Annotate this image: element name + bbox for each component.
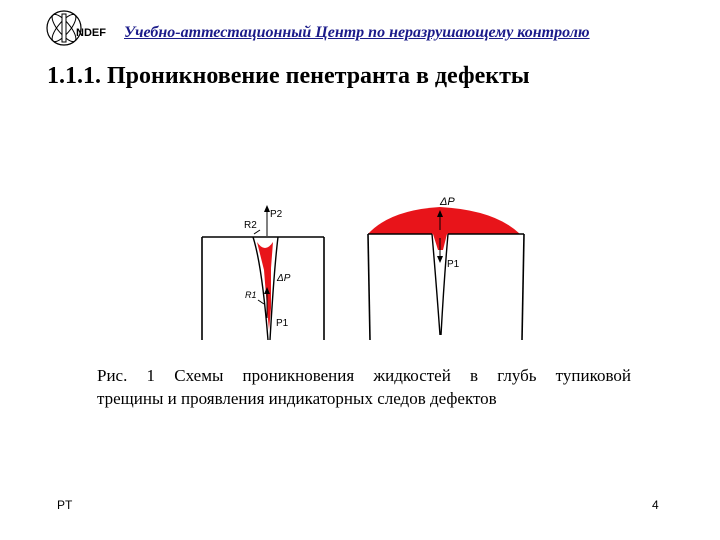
- left-penetrant: [257, 242, 273, 330]
- penetration-diagram: [190, 190, 540, 350]
- footer-label: PT: [57, 498, 73, 512]
- label-p1-right: P1: [447, 259, 460, 270]
- caption-line-1: Рис. 1 Схемы проникновения жидкостей в глубь тупиковой: [97, 366, 631, 385]
- label-r1: R1: [245, 290, 257, 300]
- ndef-logo: [42, 8, 114, 48]
- figure-caption: [97, 364, 631, 410]
- label-p1-left: P1: [276, 318, 289, 329]
- label-p2: P2: [270, 209, 283, 220]
- slide-title: 1.1.1. Проникновение пенетранта в дефекты: [47, 63, 530, 89]
- org-name: Учебно-аттестационный Центр по неразрушающему контролю: [124, 24, 590, 41]
- logo-text: NDEF: [76, 27, 106, 39]
- label-r2: R2: [244, 220, 257, 231]
- label-dp-left: ΔP: [277, 273, 291, 284]
- page-number: 4: [652, 498, 659, 512]
- indication-trace: [368, 207, 520, 234]
- caption-line-2: трещины и проявления индикаторных следов дефектов: [97, 389, 497, 408]
- label-dp-right: ΔP: [440, 196, 455, 208]
- right-specimen: [368, 196, 524, 340]
- left-specimen: [202, 205, 324, 340]
